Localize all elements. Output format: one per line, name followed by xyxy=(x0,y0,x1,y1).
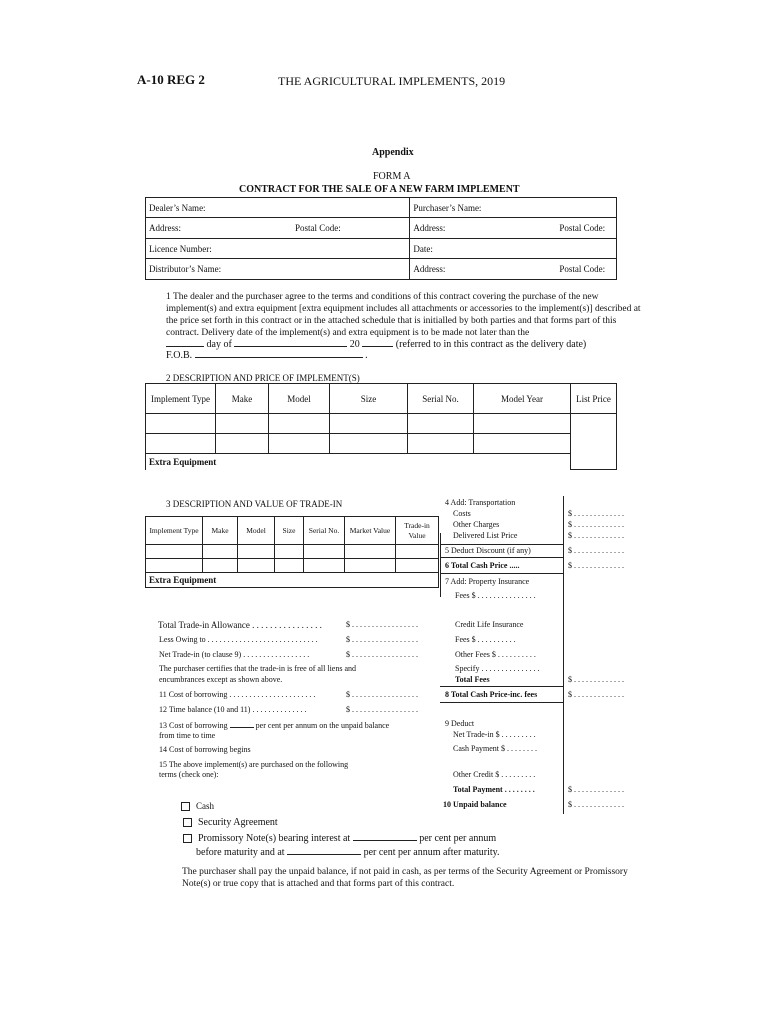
fob-blank[interactable] xyxy=(195,348,363,358)
item-15-continuation: terms (check one): xyxy=(159,770,219,779)
purchaser-address-field[interactable]: Address: xyxy=(410,218,557,239)
item-14-borrowing-begins: 14 Cost of borrowing begins xyxy=(159,745,251,754)
dealer-postal-field[interactable]: Postal Code: xyxy=(292,218,410,239)
impl-cell[interactable] xyxy=(146,434,216,454)
col-model: Model xyxy=(269,384,330,414)
total-incl-fees-value[interactable]: $ . . . . . . . . . . . . . xyxy=(568,690,624,699)
fob-line: F.O.B. . xyxy=(166,350,368,361)
list-price-cell[interactable] xyxy=(571,414,617,470)
impl-cell[interactable] xyxy=(269,414,330,434)
trade-extra-equipment: Extra Equipment xyxy=(146,573,439,588)
other-credit-field[interactable]: Other Credit $ . . . . . . . . . xyxy=(453,770,536,779)
trade-cell[interactable] xyxy=(304,545,345,559)
item-9-deduct: 9 Deduct xyxy=(445,719,475,728)
impl-cell[interactable] xyxy=(330,434,408,454)
time-balance-value[interactable]: $ . . . . . . . . . . . . . . . . . xyxy=(346,705,418,714)
trade-cell[interactable] xyxy=(146,559,203,573)
option-cash[interactable]: Cash xyxy=(181,801,214,811)
contract-title: CONTRACT FOR THE SALE OF A NEW FARM IMPLEMENT xyxy=(239,184,520,195)
maturity-line: before maturity and at per cent per annum after maturity. xyxy=(196,847,500,858)
credit-life-fees[interactable]: Fees $ . . . . . . . . . . xyxy=(455,635,516,644)
delivered-list-price-label: Delivered List Price xyxy=(453,531,518,540)
trade-cell[interactable] xyxy=(203,559,238,573)
certification-line-2: encumbrances except as shown above. xyxy=(159,675,283,684)
item-4-add: 4 Add: Transportation xyxy=(445,498,516,507)
item-11-cost-of-borrowing: 11 Cost of borrowing . . . . . . . . . . . . . . . . . . . . . . xyxy=(159,690,316,699)
other-charges-label: Other Charges xyxy=(453,520,500,529)
promissory-checkbox[interactable] xyxy=(183,834,192,843)
regulation-code: A-10 REG 2 xyxy=(137,72,205,87)
other-fees[interactable]: Other Fees $ . . . . . . . . . . xyxy=(455,650,536,659)
parties-table xyxy=(145,197,617,280)
document-title: THE AGRICULTURAL IMPLEMENTS, 2019 xyxy=(278,74,506,88)
unpaid-balance-value[interactable]: $ . . . . . . . . . . . . . xyxy=(568,800,624,809)
trade-cell[interactable] xyxy=(275,559,304,573)
col-model-year: Model Year xyxy=(474,384,571,414)
col-serial: Serial No. xyxy=(408,384,474,414)
discount-value[interactable]: $ . . . . . . . . . . . . . xyxy=(568,546,624,555)
impl-cell[interactable] xyxy=(474,434,571,454)
impl-cell[interactable] xyxy=(474,414,571,434)
certification-line-1: The purchaser certifies that the trade-in is free of all liens and xyxy=(159,664,357,673)
less-owing-label: Less Owing to . . . . . . . . . . . . . . . . . . . . . . . . . . . . xyxy=(159,635,318,644)
rule xyxy=(440,702,563,703)
delivery-year-blank[interactable] xyxy=(362,337,393,347)
dealer-address-field[interactable]: Address: xyxy=(146,218,293,239)
date-field[interactable]: Date: xyxy=(410,239,617,259)
delivery-day-blank[interactable] xyxy=(166,337,204,347)
form-label: FORM A xyxy=(373,171,411,182)
borrowing-rate-blank[interactable] xyxy=(230,720,254,728)
purchaser-name-field[interactable]: Purchaser’s Name: xyxy=(410,198,617,218)
after-maturity-rate-blank[interactable] xyxy=(287,845,361,855)
closing-paragraph: The purchaser shall pay the unpaid balance, if not paid in cash, as per terms of the Security Agreement or Promissory Note(s) or true copy that is attached and that forms part of this contract. xyxy=(182,867,628,889)
total-fees-label: Total Fees xyxy=(455,675,490,684)
cash-checkbox[interactable] xyxy=(181,802,190,811)
trade-in-table xyxy=(145,516,439,588)
distributor-postal-field[interactable]: Postal Code: xyxy=(556,259,616,280)
net-trade-in-label: Net Trade-in (to clause 9) . . . . . . . . . . . . . . . . . xyxy=(159,650,310,659)
item-7-add: 7 Add: Property Insurance xyxy=(445,577,530,586)
trade-cell[interactable] xyxy=(345,559,396,573)
other-charges-value[interactable]: $ . . . . . . . . . . . . . xyxy=(568,520,624,529)
credit-life-label: Credit Life Insurance xyxy=(455,620,524,629)
impl-cell[interactable] xyxy=(216,434,269,454)
net-trade-in-value[interactable]: $ . . . . . . . . . . . . . . . . . xyxy=(346,650,418,659)
rule xyxy=(440,544,563,545)
rule xyxy=(440,573,563,574)
section-3-title: 3 DESCRIPTION AND VALUE OF TRADE-IN xyxy=(166,499,343,509)
col-list-price: List Price xyxy=(571,384,617,414)
trade-cell[interactable] xyxy=(275,545,304,559)
trade-cell[interactable] xyxy=(345,545,396,559)
trade-cell[interactable] xyxy=(396,545,439,559)
trade-cell[interactable] xyxy=(238,545,275,559)
clause-1-text: 1 The dealer and the purchaser agree to the terms and conditions of this contract covering the purchase of the new implement(s) and extra equipment [extra equipment includes all attachments or accessories to the implement(s)] described at the price set forth in this contract or in the attached schedule that is initialled by both parties and that forms part of this contract. Delivery date of the implement(s) and extra equipment is to be made not later than the xyxy=(166,292,641,338)
total-payment-label: Total Payment . . . . . . . . xyxy=(453,785,535,794)
security-checkbox[interactable] xyxy=(183,818,192,827)
purchaser-postal-field[interactable]: Postal Code: xyxy=(556,218,616,239)
col-make: Make xyxy=(216,384,269,414)
item-8-total-incl-fees: 8 Total Cash Price-inc. fees xyxy=(445,690,538,699)
impl-cell[interactable] xyxy=(216,414,269,434)
item-10-unpaid-balance: 10 Unpaid balance xyxy=(443,800,507,809)
trade-cell[interactable] xyxy=(146,545,203,559)
trade-cell[interactable] xyxy=(304,559,345,573)
impl-cell[interactable] xyxy=(408,434,474,454)
trade-col-type: Implement Type xyxy=(146,517,203,545)
trade-col-market: Market Value xyxy=(345,517,396,545)
mid-divider xyxy=(440,533,441,597)
right-column-divider xyxy=(563,496,564,814)
net-trade-in-field[interactable]: Net Trade-in $ . . . . . . . . . xyxy=(453,730,536,739)
trade-cell[interactable] xyxy=(203,545,238,559)
transport-costs-label: Costs xyxy=(453,509,471,518)
trade-col-make: Make xyxy=(203,517,238,545)
transport-costs-value[interactable]: $ . . . . . . . . . . . . . xyxy=(568,509,624,518)
trade-cell[interactable] xyxy=(238,559,275,573)
impl-cell[interactable] xyxy=(408,414,474,434)
option-security[interactable]: Security Agreement xyxy=(183,817,278,828)
item-5-discount: 5 Deduct Discount (if any) xyxy=(445,546,531,555)
trade-col-tradein: Trade-in Value xyxy=(396,517,439,545)
impl-cell[interactable] xyxy=(146,414,216,434)
interest-rate-blank[interactable] xyxy=(353,831,417,841)
total-payment-value[interactable]: $ . . . . . . . . . . . . . xyxy=(568,785,624,794)
distributor-address-field[interactable]: Address: xyxy=(410,259,557,280)
dealer-name-field[interactable]: Dealer’s Name: xyxy=(146,198,410,218)
rule xyxy=(440,557,563,558)
impl-cell[interactable] xyxy=(330,414,408,434)
trade-cell[interactable] xyxy=(396,559,439,573)
col-implement-type: Implement Type xyxy=(146,384,216,414)
trade-col-model: Model xyxy=(238,517,275,545)
total-cash-price-value[interactable]: $ . . . . . . . . . . . . . xyxy=(568,561,624,570)
col-size: Size xyxy=(330,384,408,414)
item-15-terms: 15 The above implement(s) are purchased on the following xyxy=(159,760,349,769)
trade-allowance-value[interactable]: $ . . . . . . . . . . . . . . . . . xyxy=(346,620,418,629)
trade-allowance-label: Total Trade-in Allowance . . . . . . . . . . . . . . . . xyxy=(158,620,322,630)
delivered-list-price-value[interactable]: $ . . . . . . . . . . . . . xyxy=(568,531,624,540)
appendix-heading: Appendix xyxy=(372,147,414,158)
extra-equipment-label: Extra Equipment xyxy=(146,454,571,470)
property-insurance-fees[interactable]: Fees $ . . . . . . . . . . . . . . . xyxy=(455,591,536,600)
specify-field[interactable]: Specify . . . . . . . . . . . . . . . xyxy=(455,664,540,673)
distributor-name-field[interactable]: Distributor’s Name: xyxy=(146,259,410,280)
delivery-month-blank[interactable] xyxy=(234,337,347,347)
impl-cell[interactable] xyxy=(269,434,330,454)
cash-payment-field[interactable]: Cash Payment $ . . . . . . . . xyxy=(453,744,537,753)
trade-col-size: Size xyxy=(275,517,304,545)
delivery-date-line: day of 20 (referred to in this contract as the delivery date) xyxy=(166,337,586,350)
item-6-total-cash: 6 Total Cash Price ..... xyxy=(445,561,520,570)
item-13-continuation: from time to time xyxy=(159,731,216,740)
item-12-time-balance: 12 Time balance (10 and 11) . . . . . . . . . . . . . . xyxy=(159,705,307,714)
less-owing-value[interactable]: $ . . . . . . . . . . . . . . . . . xyxy=(346,635,418,644)
total-fees-value[interactable]: $ . . . . . . . . . . . . . xyxy=(568,675,624,684)
option-promissory[interactable]: Promissory Note(s) bearing interest at per cent per annum xyxy=(183,831,496,844)
section-2-title: 2 DESCRIPTION AND PRICE OF IMPLEMENT(S) xyxy=(166,373,360,383)
cost-of-borrowing-value[interactable]: $ . . . . . . . . . . . . . . . . . xyxy=(346,690,418,699)
rule xyxy=(440,686,563,687)
trade-col-serial: Serial No. xyxy=(304,517,345,545)
licence-number-field[interactable]: Licence Number: xyxy=(146,239,410,259)
item-13-line: 13 Cost of borrowing per cent per annum on the unpaid balance xyxy=(159,721,390,730)
implement-table xyxy=(145,383,617,470)
